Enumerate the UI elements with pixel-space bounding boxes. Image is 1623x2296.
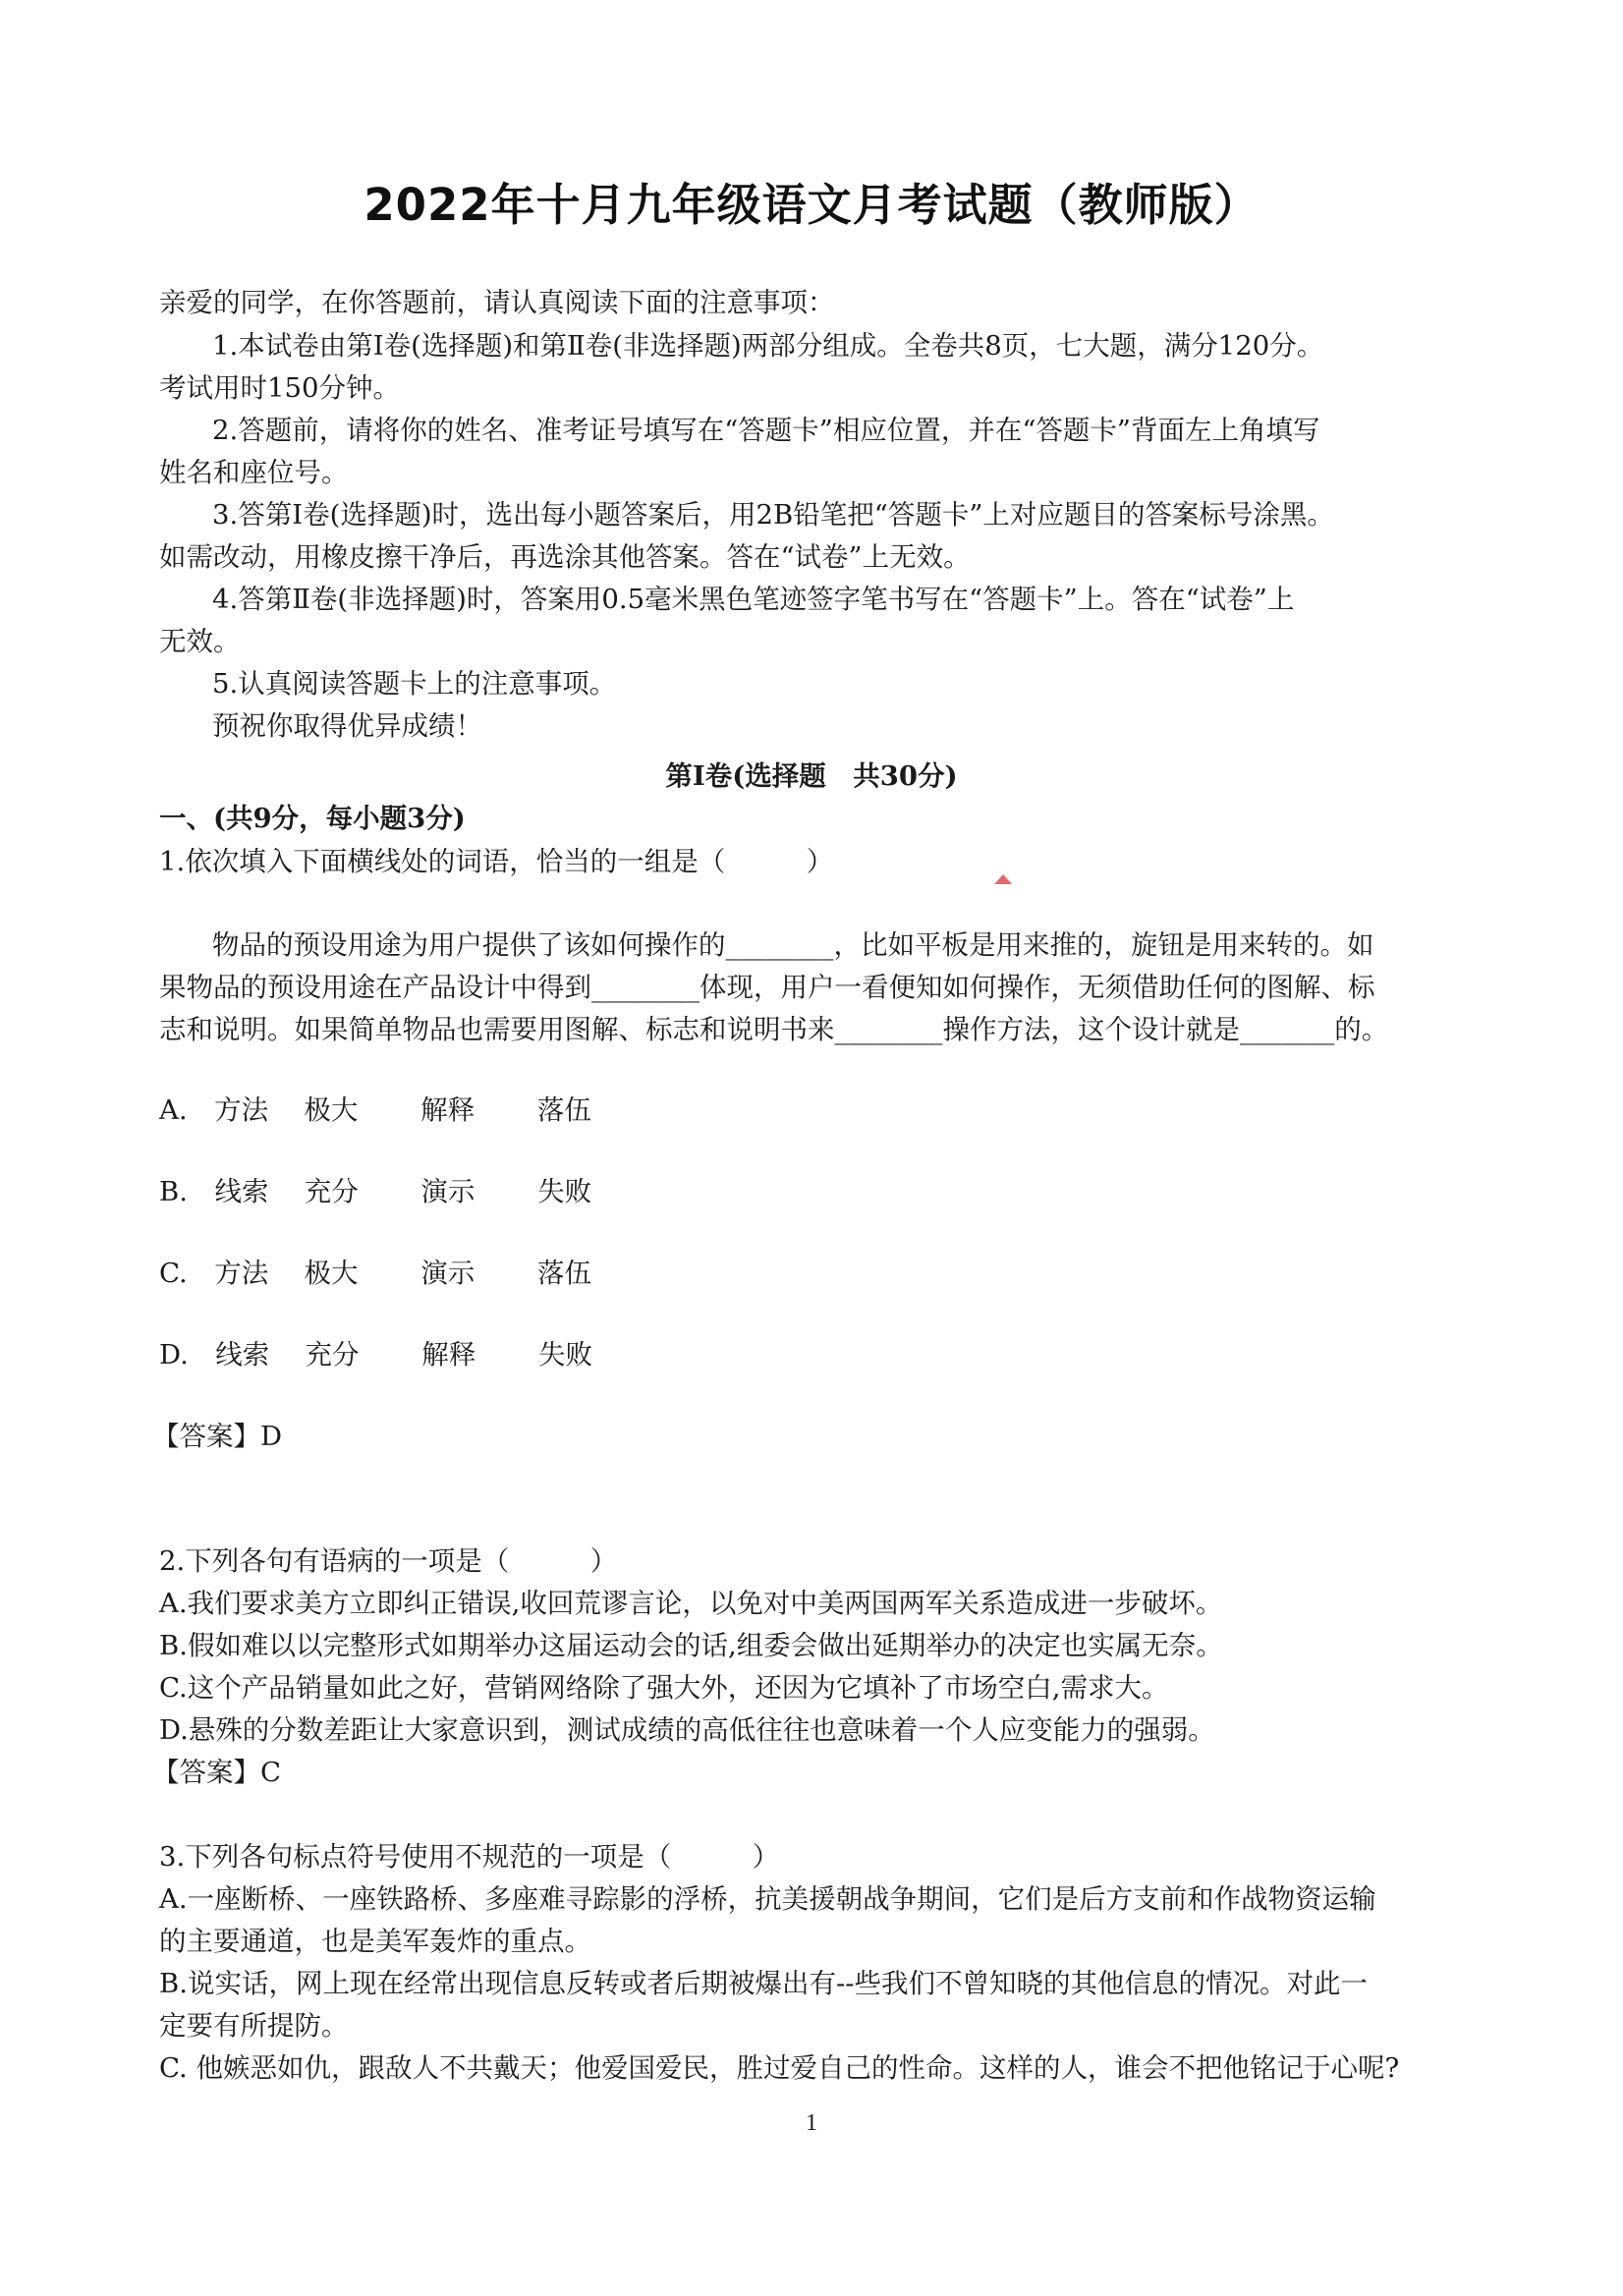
notice-intro: 亲爱的同学，在你答题前，请认真阅读下面的注意事项： [159, 287, 835, 318]
question-1-passage-line-3: 志和说明。如果简单物品也需要用图解、标志和说明书来________操作方法，这个设计就是_______的。 [159, 1014, 1389, 1045]
notice-item-3: 3.答第Ⅰ卷(选择题)时，选出每小题答案后，用2B铅笔把“答题卡”上对应题目的答案标号涂黑。 [212, 499, 1334, 531]
notice-item-1: 1.本试卷由第Ⅰ卷(选择题)和第Ⅱ卷(非选择题)两部分组成。全卷共8页，七大题，满分120分。 [212, 330, 1324, 362]
question-2-option-c: C.这个产品销量如此之好，营销网络除了强大外，还因为它填补了市场空白,需求大。 [159, 1672, 1169, 1704]
question-2-answer: 【答案】C [152, 1757, 282, 1788]
question-2-option-a: A.我们要求美方立即纠正错误,收回荒谬言论，以免对中美两国两军关系造成进一步破坏。 [159, 1588, 1223, 1619]
exam-title: 2022年十月九年级语文月考试题（教师版） [364, 179, 1259, 231]
notice-item-4: 4.答第Ⅱ卷(非选择题)时，答案用0.5毫米黑色笔迹签字笔书写在“答题卡”上。答在“试卷”上 [212, 584, 1295, 615]
page-number: 1 [806, 2110, 817, 2136]
question-3-option-a-cont: 的主要通道，也是美军轰炸的重点。 [159, 1926, 591, 1957]
question-1-option-c: C. 方法 极大 演示 落伍 [159, 1258, 592, 1289]
notice-item-1-cont: 考试用时150分钟。 [159, 372, 400, 404]
notice-item-5: 5.认真阅读答题卡上的注意事项。 [212, 668, 617, 700]
question-1-stem: 1.依次填入下面横线处的词语，恰当的一组是（ ） [159, 846, 834, 877]
question-2-stem: 2.下列各句有语病的一项是（ ） [159, 1545, 618, 1577]
question-3-option-c: C. 他嫉恶如仇，跟敌人不共戴天；他爱国爱民，胜过爱自己的性命。这样的人，谁会不把他铭记于心呢? [159, 2052, 1400, 2084]
notice-item-2: 2.答题前，请将你的姓名、准考证号填写在“答题卡”相应位置，并在“答题卡”背面左上角填写 [212, 415, 1320, 446]
section-1-heading: 一、(共9分，每小题3分) [159, 803, 466, 834]
question-3-stem: 3.下列各句标点符号使用不规范的一项是（ ） [159, 1841, 780, 1873]
red-marker-icon [994, 874, 1012, 884]
question-3-option-b: B.说实话，网上现在经常出现信息反转或者后期被爆出有--些我们不曾知晓的其他信息的情况。对此一 [159, 1968, 1369, 1999]
notice-wish: 预祝你取得优异成绩！ [212, 710, 482, 742]
question-2-option-b: B.假如难以以完整形式如期举办这届运动会的话,组委会做出延期举办的决定也实属无奈。 [159, 1630, 1223, 1661]
question-2-option-d: D.悬殊的分数差距让大家意识到，测试成绩的高低往往也意味着一个人应变能力的强弱。 [159, 1714, 1215, 1746]
question-1-option-d: D. 线索 充分 解释 失败 [159, 1339, 593, 1371]
question-1-option-a: A. 方法 极大 解释 落伍 [159, 1094, 591, 1126]
part-1-heading: 第Ⅰ卷(选择题 共30分) [665, 760, 958, 792]
notice-item-2-cont: 姓名和座位号。 [159, 457, 349, 488]
question-1-option-b: B. 线索 充分 演示 失败 [159, 1176, 592, 1207]
question-3-option-b-cont: 定要有所提防。 [159, 2010, 349, 2042]
question-1-answer: 【答案】D [152, 1421, 283, 1452]
question-1-passage-line-1: 物品的预设用途为用户提供了该如何操作的________，比如平板是用来推的，旋钮是用来转的。如 [212, 929, 1374, 961]
question-1-passage-line-2: 果物品的预设用途在产品设计中得到________体现，用户一看便知如何操作，无须借助任何的图解、标 [159, 972, 1375, 1003]
notice-item-4-cont: 无效。 [159, 626, 241, 657]
notice-item-3-cont: 如需改动，用橡皮擦干净后，再选涂其他答案。答在“试卷”上无效。 [159, 541, 971, 573]
question-3-option-a: A.一座断桥、一座铁路桥、多座难寻踪影的浮桥，抗美援朝战争期间，它们是后方支前和作战物资运输 [159, 1883, 1376, 1915]
